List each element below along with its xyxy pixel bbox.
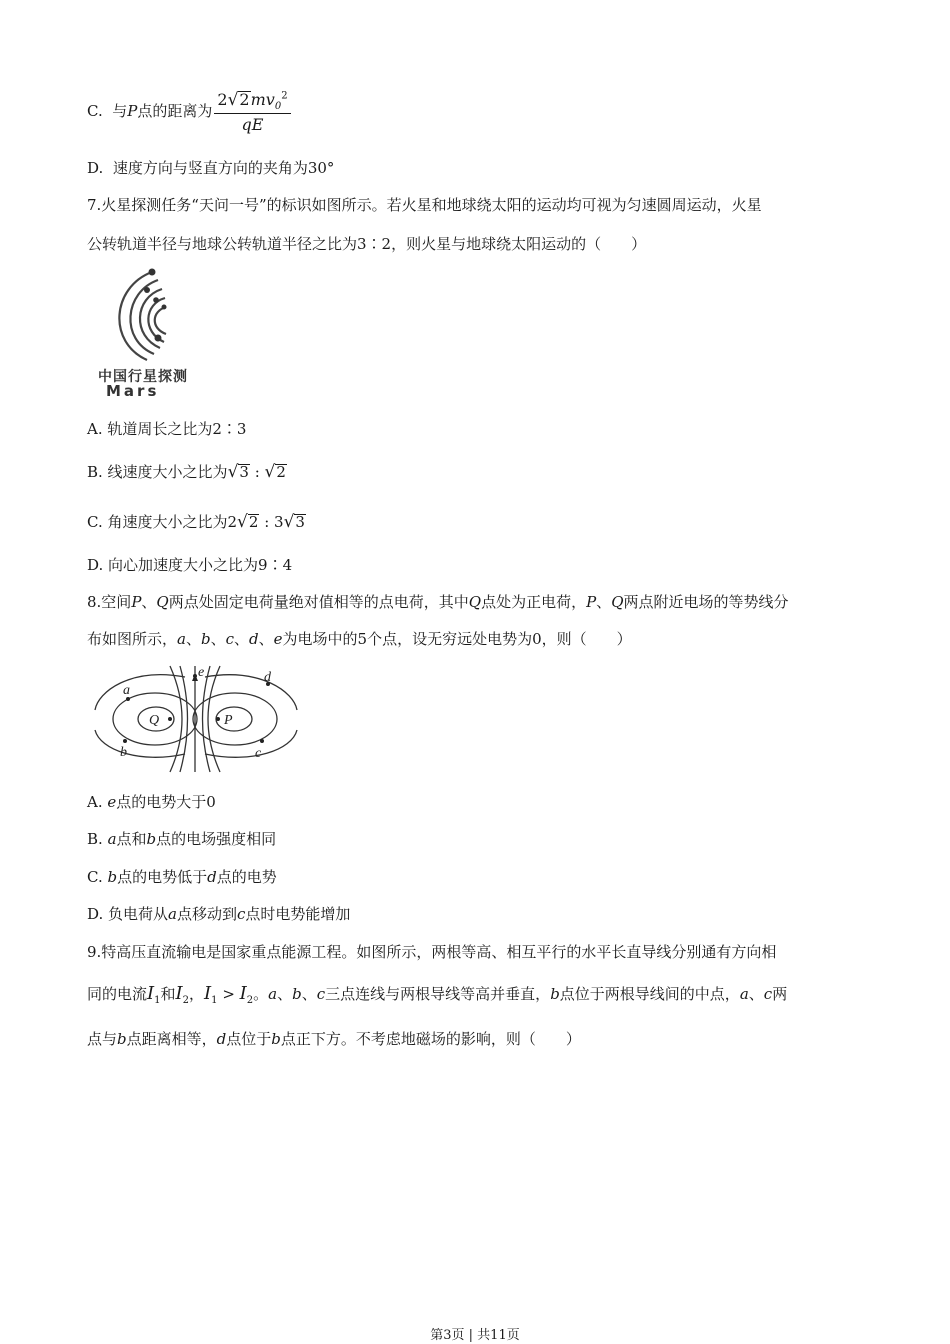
mv: mv bbox=[250, 90, 275, 109]
mars-logo bbox=[92, 262, 207, 402]
text: 两点处固定电荷量绝对值相等的点电荷，其中 bbox=[168, 593, 469, 611]
text: B. bbox=[87, 830, 108, 848]
sqrt-sign: √ bbox=[283, 512, 295, 532]
text: D. 负电荷从 bbox=[87, 905, 169, 923]
text: 两 bbox=[772, 985, 788, 1003]
var: I bbox=[147, 983, 155, 1004]
q9-stem-line1: 9.特高压直流输电是国家重点能源工程。如图所示，两根等高、相互平行的水平长直导线分别通有方向相 bbox=[87, 943, 777, 961]
sub: 0 bbox=[274, 101, 282, 113]
text: 点移动到 bbox=[176, 905, 237, 923]
q7-stem-line1: 7.火星探测任务“天问一号”的标识如图所示。若火星和地球绕太阳的运动均可视为匀速圆周运动，火星 bbox=[87, 196, 762, 214]
label-c: c bbox=[255, 746, 262, 761]
var: b bbox=[550, 985, 560, 1003]
option-label: D. bbox=[87, 159, 104, 177]
var: a bbox=[168, 905, 177, 923]
separator: : bbox=[249, 463, 265, 481]
text: 三点连线与两根导线等高并垂直， bbox=[325, 985, 551, 1003]
logo-en-text: Mars bbox=[106, 382, 160, 400]
label-d: d bbox=[264, 670, 271, 685]
var: d bbox=[207, 868, 217, 886]
var: Q bbox=[611, 593, 624, 611]
var: b bbox=[200, 630, 211, 648]
sub: 2 bbox=[182, 995, 190, 1006]
var: d bbox=[216, 1030, 227, 1048]
text: 8.空间 bbox=[87, 593, 132, 611]
q6-option-d bbox=[87, 157, 334, 178]
radicand: 2 bbox=[248, 513, 259, 531]
var: I bbox=[175, 983, 183, 1004]
var: I bbox=[239, 983, 247, 1004]
text: 同的电流 bbox=[87, 985, 148, 1003]
label-p: P bbox=[224, 713, 233, 728]
text: 、 bbox=[596, 593, 612, 611]
var: a bbox=[739, 985, 749, 1003]
logo-cn-text: 中国行星探测 bbox=[98, 369, 188, 385]
fraction bbox=[214, 90, 290, 134]
text: 、 bbox=[234, 630, 250, 648]
q7-stem-line2: 公转轨道半径与地球公转轨道半径之比为3∶2，则火星与地球绕太阳运动的（ ） bbox=[87, 235, 647, 253]
text: 点的距离为 bbox=[137, 102, 213, 121]
var: c bbox=[763, 985, 773, 1003]
var: c bbox=[237, 905, 246, 923]
q8-stem-line1 bbox=[87, 591, 789, 612]
text: 点和 bbox=[116, 830, 147, 848]
text: 、 bbox=[277, 985, 293, 1003]
q8-option-d bbox=[87, 903, 350, 924]
text: 点的电势大于0 bbox=[116, 793, 216, 811]
text: 、 bbox=[210, 630, 226, 648]
q7-option-d: D. 向心加速度大小之比为9∶4 bbox=[87, 556, 293, 574]
coef: 2 bbox=[217, 90, 228, 109]
q7-option-b bbox=[87, 461, 287, 482]
var: P bbox=[131, 593, 142, 611]
label-b: b bbox=[120, 745, 127, 760]
var: Q bbox=[468, 593, 482, 611]
text: 。 bbox=[253, 985, 269, 1003]
sup: 2 bbox=[281, 90, 288, 102]
label-q: Q bbox=[149, 713, 160, 728]
sub: 1 bbox=[211, 995, 218, 1006]
text: ， bbox=[189, 985, 205, 1003]
text: 点时电势能增加 bbox=[245, 905, 351, 923]
q6-option-c bbox=[87, 90, 293, 134]
var: a bbox=[107, 830, 117, 848]
var: e bbox=[107, 793, 117, 811]
var: Q bbox=[156, 593, 169, 611]
var: a bbox=[177, 630, 186, 648]
equipotential-figure bbox=[90, 662, 302, 774]
text: 点的电势 bbox=[216, 868, 277, 886]
var: c bbox=[316, 985, 326, 1003]
denominator: qE bbox=[241, 115, 264, 135]
radicand: 2 bbox=[276, 463, 286, 481]
q8-option-b bbox=[87, 828, 276, 849]
text: 、 bbox=[301, 985, 317, 1003]
text: 点距离相等， bbox=[126, 1030, 217, 1048]
text: A. bbox=[87, 793, 108, 811]
text: B. 线速度大小之比为 bbox=[87, 463, 228, 481]
var: d bbox=[249, 630, 259, 648]
text: 布如图所示， bbox=[87, 630, 178, 648]
coef: 3 bbox=[274, 513, 284, 531]
sqrt-sign: √ bbox=[264, 462, 276, 482]
var: a bbox=[268, 985, 278, 1003]
text: 、 bbox=[185, 630, 201, 648]
var: b bbox=[107, 868, 118, 886]
text: 点与 bbox=[87, 1030, 118, 1048]
equipotential-lines bbox=[90, 662, 302, 774]
page-footer: 第3页 | 共11页 bbox=[430, 1328, 520, 1343]
sub: 2 bbox=[246, 995, 254, 1006]
label-e: e bbox=[198, 665, 205, 680]
text: 、 bbox=[748, 985, 764, 1003]
var: b bbox=[271, 1030, 281, 1048]
text: C. bbox=[87, 868, 108, 886]
sqrt-sign: √ bbox=[227, 462, 239, 482]
q9-stem-line3 bbox=[87, 1028, 581, 1049]
q7-option-c bbox=[87, 511, 306, 532]
text: 、 bbox=[141, 593, 157, 611]
q8-option-c bbox=[87, 866, 277, 887]
coef: 2 bbox=[227, 513, 238, 531]
text: 速度方向与竖直方向的夹角为30° bbox=[112, 159, 335, 177]
var: e bbox=[273, 630, 283, 648]
sqrt-sign: √ bbox=[237, 512, 248, 532]
text: 点位于两根导线间的中点， bbox=[559, 985, 740, 1003]
text: 和 bbox=[160, 985, 176, 1003]
var-p: P bbox=[127, 102, 138, 121]
text: 为电场中的5个点，设无穷远处电势为0，则（ ） bbox=[282, 630, 632, 648]
text: > bbox=[217, 985, 240, 1003]
q8-option-a bbox=[87, 791, 216, 812]
text: 与 bbox=[112, 102, 128, 121]
text: 、 bbox=[258, 630, 274, 648]
var: c bbox=[225, 630, 235, 648]
label-a: a bbox=[123, 683, 130, 698]
var: P bbox=[586, 593, 597, 611]
text: 点的电场强度相同 bbox=[156, 830, 277, 848]
q7-option-a: A. 轨道周长之比为2∶3 bbox=[87, 420, 247, 438]
radicand: 2 bbox=[239, 90, 250, 109]
radicand: 3 bbox=[295, 513, 305, 531]
var: b bbox=[117, 1030, 127, 1048]
var: b bbox=[292, 985, 302, 1003]
radicand: 3 bbox=[239, 463, 249, 481]
text: 点位于 bbox=[226, 1030, 272, 1048]
text: 点正下方。不考虑地磁场的影响，则（ ） bbox=[280, 1030, 581, 1048]
text: 点的电势低于 bbox=[117, 868, 208, 886]
option-label: C. bbox=[87, 102, 103, 121]
var: b bbox=[146, 830, 157, 848]
var: I bbox=[204, 983, 212, 1004]
text: 两点附近电场的等势线分 bbox=[623, 593, 789, 611]
q9-stem-line2 bbox=[87, 983, 787, 1006]
numerator bbox=[214, 90, 290, 114]
sqrt-sign: √ bbox=[227, 90, 239, 110]
separator: : bbox=[259, 513, 275, 531]
sub: 1 bbox=[154, 995, 161, 1006]
q8-stem-line2 bbox=[87, 628, 632, 649]
text: C. 角速度大小之比为 bbox=[87, 513, 228, 531]
text: 点处为正电荷， bbox=[481, 593, 587, 611]
